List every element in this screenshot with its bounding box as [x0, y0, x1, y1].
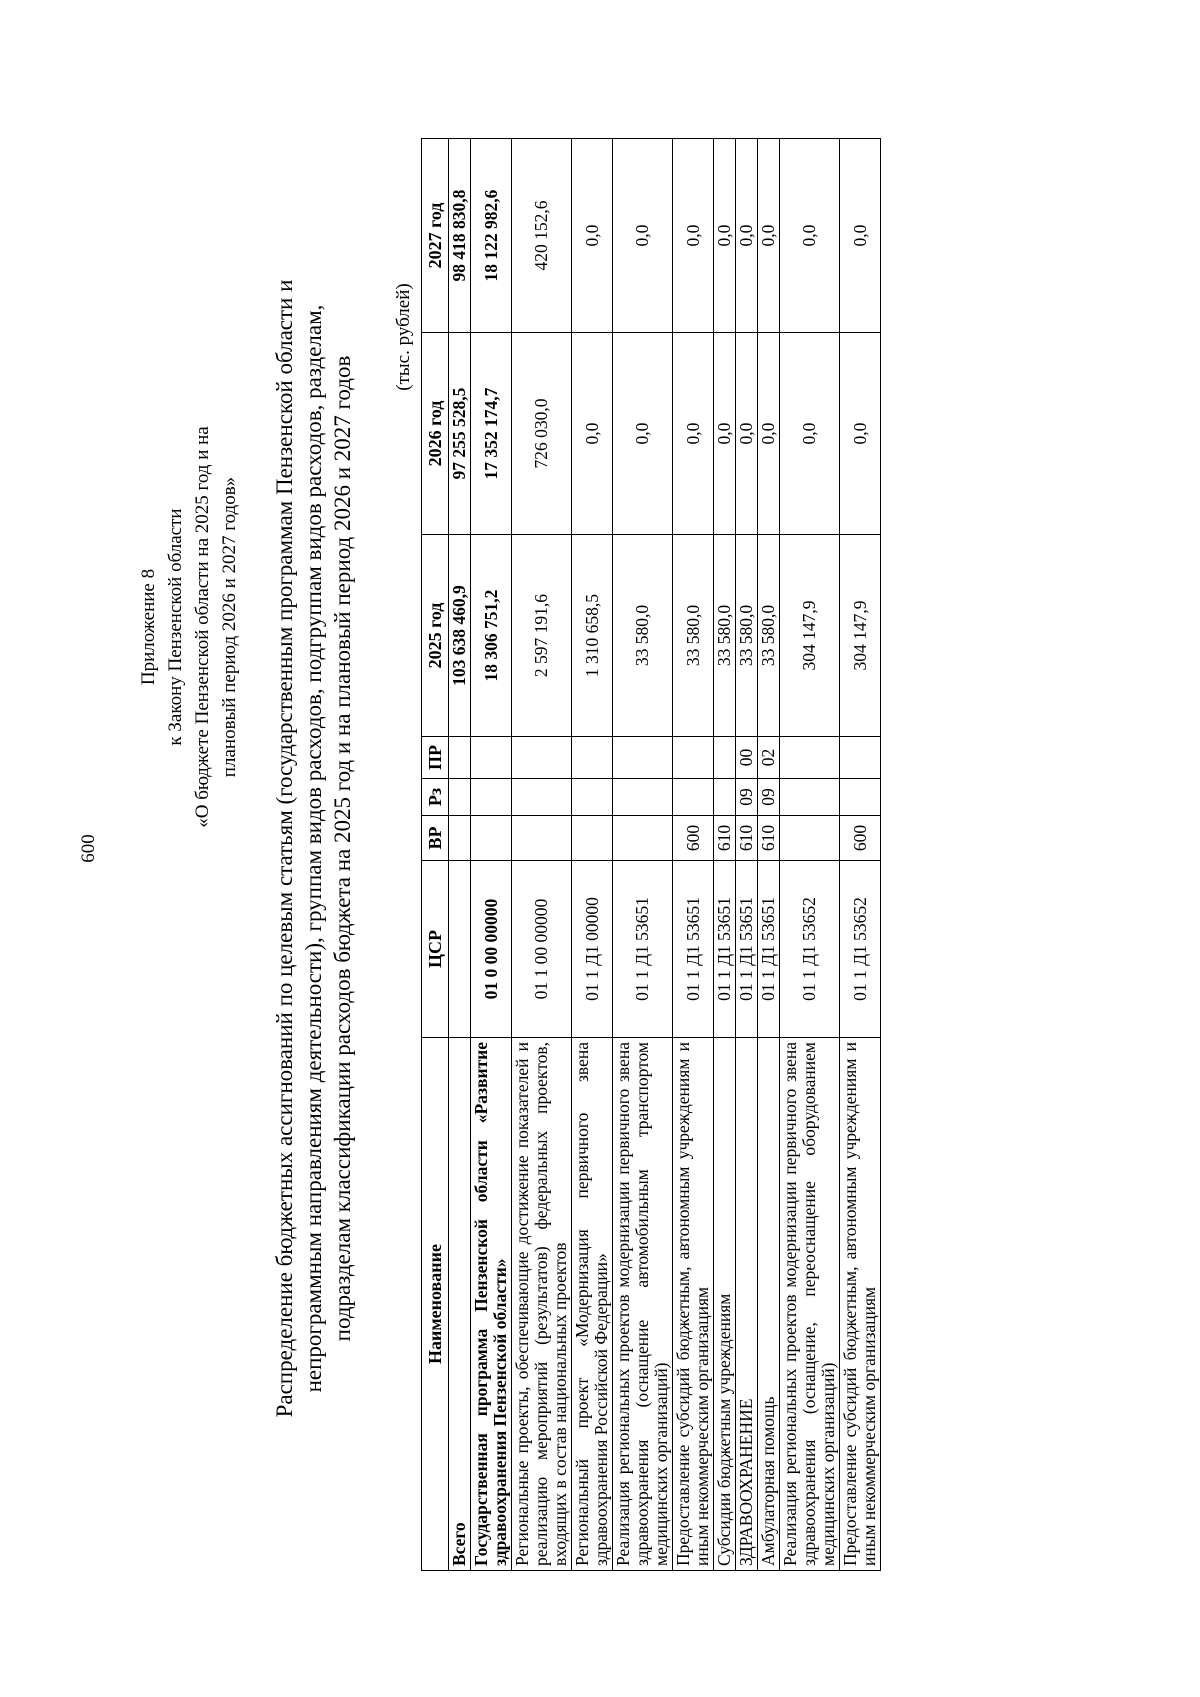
cell-pr: [780, 737, 840, 779]
cell-rz: [572, 779, 613, 816]
table-row: [673, 139, 714, 1571]
cell-2026: 17 352 174,7: [471, 333, 512, 535]
cell-vr: [572, 816, 613, 861]
budget-table: [421, 138, 881, 1571]
appendix-line: к Закону Пензенской области: [165, 508, 186, 746]
cell-rz: [512, 779, 572, 816]
cell-rz: [714, 779, 736, 816]
cell-pr: [471, 737, 512, 779]
table-row: [613, 139, 673, 1571]
cell-2027: 0,0: [758, 139, 780, 333]
cell-name: Государственная программа Пензенской области «Развитие здравоохранения Пензенской области»: [471, 1038, 512, 1571]
cell-vr: 600: [673, 816, 714, 861]
cell-2027: 420 152,6: [512, 139, 572, 333]
cell-2025: 33 580,0: [714, 535, 736, 737]
table-row: [512, 139, 572, 1571]
cell-csr: 01 1 Д1 53651: [673, 861, 714, 1038]
cell-2026: 0,0: [714, 333, 736, 535]
cell-name: Реализация региональных проектов модернизации первичного звена здравоохранения (оснащение автомобильным транспортом медицинских организаций): [613, 1038, 673, 1571]
cell-vr: 610: [736, 816, 758, 861]
title-line: непрограммным направлениям деятельности), группам видов расходов, подгруппам видов расходов, разделам,: [301, 304, 326, 1393]
cell-csr: 01 1 Д1 53652: [780, 861, 840, 1038]
units-label: (тыс. рублей): [393, 283, 414, 391]
table-row: [471, 139, 512, 1571]
cell-2026: 0,0: [572, 333, 613, 535]
cell-2027: 0,0: [673, 139, 714, 333]
cell-pr: [840, 737, 881, 779]
cell-name: Реализация региональных проектов модернизации первичного звена здравоохранения (оснащение, переоснащение оборудованием медицинских организаций): [780, 1038, 840, 1571]
header-pr: ПР: [422, 737, 449, 779]
cell-vr: [512, 816, 572, 861]
cell-csr: 01 1 00 00000: [512, 861, 572, 1038]
cell-pr: [613, 737, 673, 779]
cell-2026: 0,0: [840, 333, 881, 535]
cell-rz: [840, 779, 881, 816]
table-row: [449, 139, 471, 1571]
cell-csr: 01 1 Д1 53651: [758, 861, 780, 1038]
header-vr: ВР: [422, 816, 449, 861]
cell-2025: 33 580,0: [673, 535, 714, 737]
cell-2026: 0,0: [736, 333, 758, 535]
table-row: [758, 139, 780, 1571]
cell-pr: 00: [736, 737, 758, 779]
cell-name: Субсидии бюджетным учреждениям: [714, 1038, 736, 1571]
cell-name: Региональный проект «Модернизация первичного звена здравоохранения Российской Федерации»: [572, 1038, 613, 1571]
cell-2025: 103 638 460,9: [449, 535, 471, 737]
cell-2026: 726 030,0: [512, 333, 572, 535]
cell-vr: [780, 816, 840, 861]
cell-name: ЗДРАВООХРАНЕНИЕ: [736, 1038, 758, 1571]
appendix-header: [135, 397, 243, 857]
cell-csr: 01 0 00 00000: [471, 861, 512, 1038]
cell-2027: 0,0: [714, 139, 736, 333]
cell-2026: 0,0: [613, 333, 673, 535]
cell-pr: 02: [758, 737, 780, 779]
appendix-line: плановый период 2026 и 2027 годов»: [219, 476, 240, 778]
cell-rz: 09: [758, 779, 780, 816]
cell-csr: [449, 861, 471, 1038]
table-row: [736, 139, 758, 1571]
table-row: [840, 139, 881, 1571]
cell-rz: [449, 779, 471, 816]
cell-rz: [780, 779, 840, 816]
cell-name: Предоставление субсидий бюджетным, автономным учреждениям и иным некоммерческим организациям: [840, 1038, 881, 1571]
cell-vr: 610: [758, 816, 780, 861]
cell-2025: 304 147,9: [840, 535, 881, 737]
cell-2025: 33 580,0: [758, 535, 780, 737]
cell-pr: [572, 737, 613, 779]
cell-pr: [714, 737, 736, 779]
header-2027: 2027 год: [422, 139, 449, 333]
header-name: Наименование: [422, 1038, 449, 1571]
cell-2027: 0,0: [780, 139, 840, 333]
cell-2025: 2 597 191,6: [512, 535, 572, 737]
cell-2025: 1 310 658,5: [572, 535, 613, 737]
cell-csr: 01 1 Д1 53651: [736, 861, 758, 1038]
cell-rz: 09: [736, 779, 758, 816]
cell-csr: 01 1 Д1 53651: [714, 861, 736, 1038]
cell-2027: 0,0: [840, 139, 881, 333]
header-csr: ЦСР: [422, 861, 449, 1038]
header-2025: 2025 год: [422, 535, 449, 737]
cell-name: Амбулаторная помощь: [758, 1038, 780, 1571]
table-row: [572, 139, 613, 1571]
header-2026: 2026 год: [422, 333, 449, 535]
cell-pr: [512, 737, 572, 779]
cell-2025: 33 580,0: [736, 535, 758, 737]
cell-csr: 01 1 Д1 00000: [572, 861, 613, 1038]
cell-vr: [449, 816, 471, 861]
title-line: подразделам классификации расходов бюджета на 2025 год и на плановый период 2026 и 2027 годов: [330, 355, 355, 1342]
cell-vr: 610: [714, 816, 736, 861]
cell-2025: 304 147,9: [780, 535, 840, 737]
cell-2026: 97 255 528,5: [449, 333, 471, 535]
page-number: 600: [78, 834, 99, 863]
cell-2027: 0,0: [736, 139, 758, 333]
appendix-line: «О бюджете Пензенской области на 2025 год и на: [192, 426, 213, 828]
cell-vr: [613, 816, 673, 861]
cell-2027: 0,0: [613, 139, 673, 333]
cell-name: Предоставление субсидий бюджетным, автономным учреждениям и иным некоммерческим организациям: [673, 1038, 714, 1571]
cell-2027: 98 418 830,8: [449, 139, 471, 333]
cell-rz: [613, 779, 673, 816]
table-row: [714, 139, 736, 1571]
cell-2026: 0,0: [758, 333, 780, 535]
cell-2025: 33 580,0: [613, 535, 673, 737]
cell-name: Региональные проекты, обеспечивающие достижение показателей и реализацию мероприятий (результатов) федеральных проектов, входящих в состав национальных проектов: [512, 1038, 572, 1571]
cell-vr: [471, 816, 512, 861]
cell-2026: 0,0: [673, 333, 714, 535]
cell-name: Всего: [449, 1038, 471, 1571]
header-rz: Рз: [422, 779, 449, 816]
table-row: [780, 139, 840, 1571]
cell-2025: 18 306 751,2: [471, 535, 512, 737]
cell-2027: 0,0: [572, 139, 613, 333]
cell-2026: 0,0: [780, 333, 840, 535]
table-body: [449, 139, 881, 1571]
header-row: [422, 139, 449, 1571]
cell-rz: [471, 779, 512, 816]
title-line: Распределение бюджетных ассигнований по целевым статьям (государственным программам Пензенской области и: [272, 279, 297, 1418]
cell-vr: 600: [840, 816, 881, 861]
cell-rz: [673, 779, 714, 816]
cell-2027: 18 122 982,6: [471, 139, 512, 333]
document-title: [270, 120, 357, 1577]
cell-pr: [449, 737, 471, 779]
appendix-line: Приложение 8: [138, 568, 159, 686]
cell-csr: 01 1 Д1 53651: [613, 861, 673, 1038]
cell-csr: 01 1 Д1 53652: [840, 861, 881, 1038]
cell-pr: [673, 737, 714, 779]
